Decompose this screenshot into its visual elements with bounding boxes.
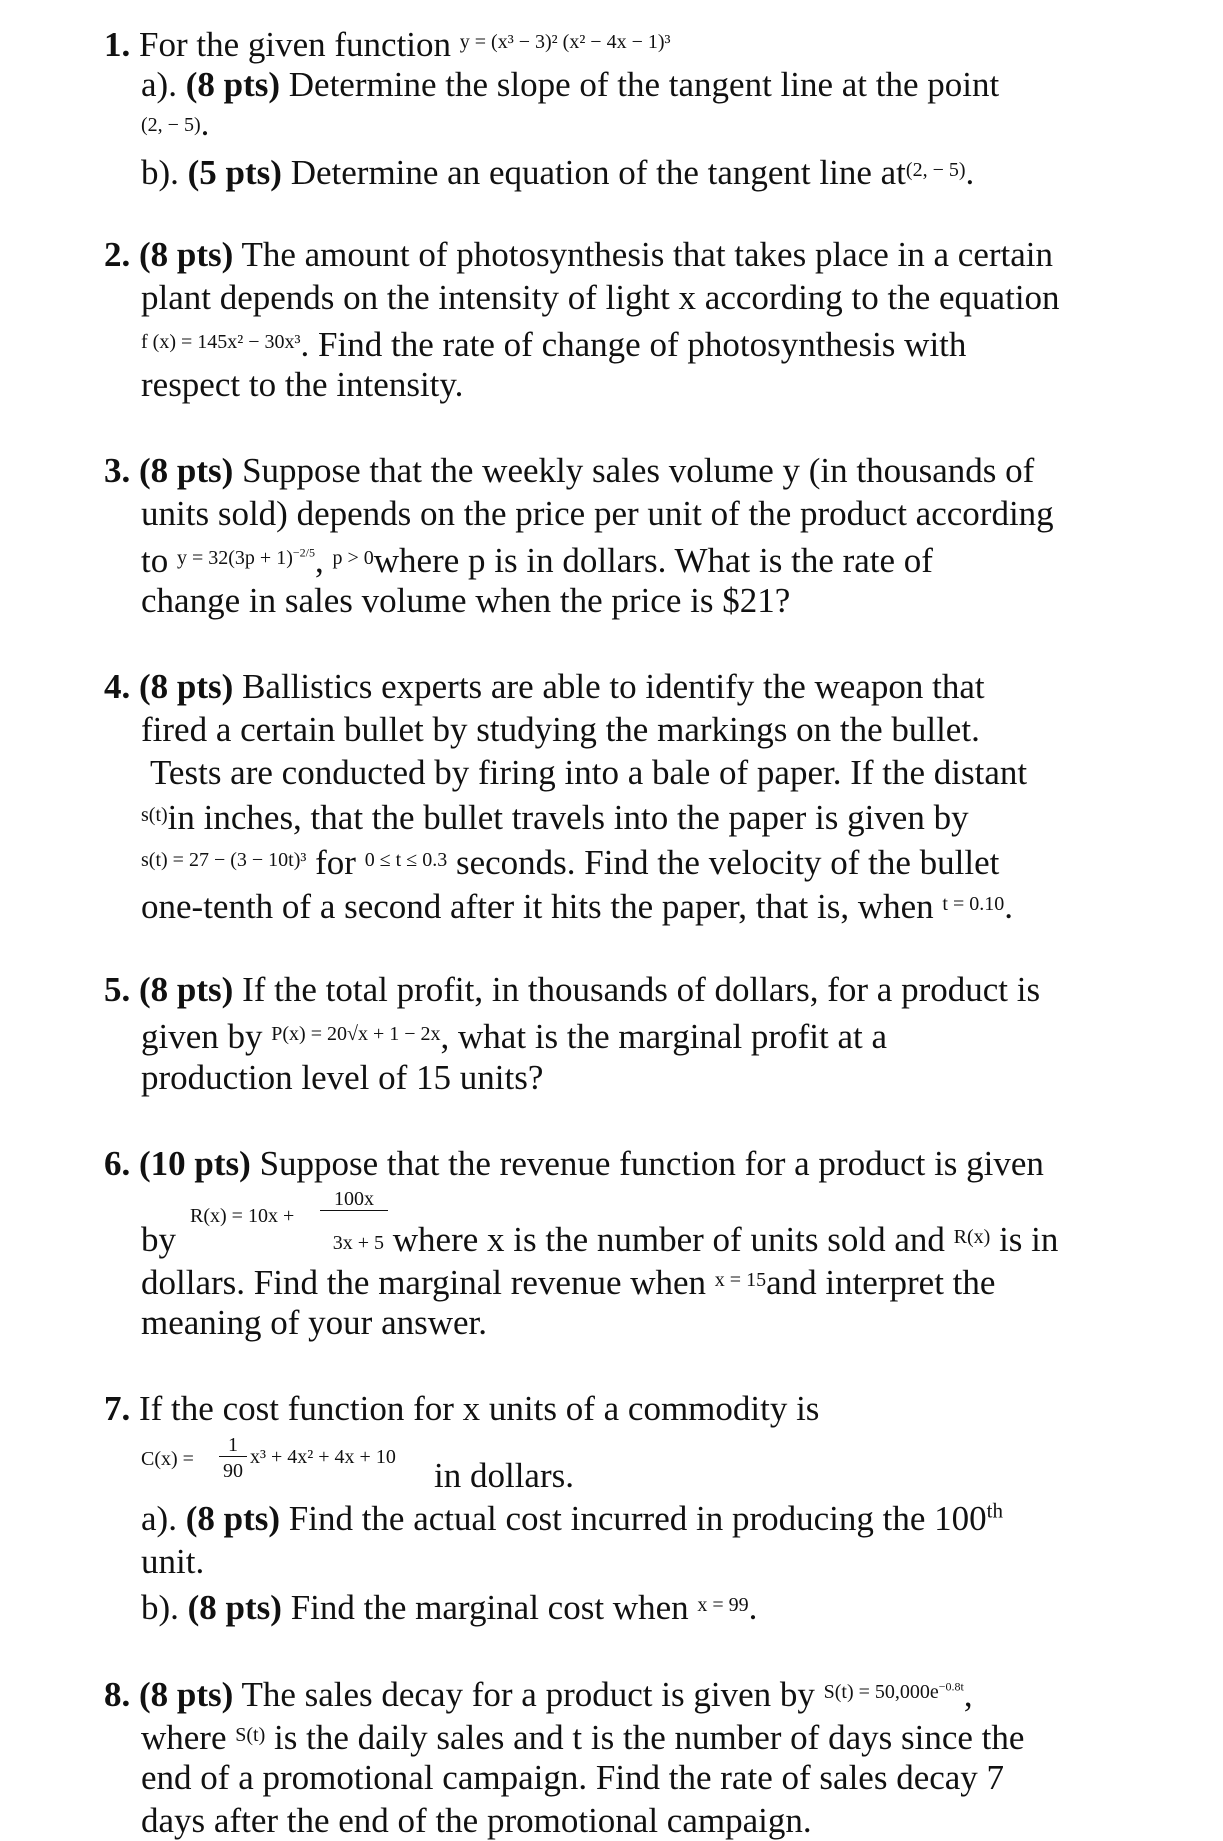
- problem-5-line-1: [104, 970, 1040, 1010]
- domain-condition: p > 0: [332, 547, 374, 569]
- problem-text: units sold) depends on the price per unit of the product according: [141, 494, 1054, 533]
- function-expression: y = (x³ − 3)² (x² − 4x − 1)³: [459, 31, 671, 53]
- problem-2-line-1: [104, 235, 1053, 275]
- points-label: (10 pts): [139, 1144, 251, 1183]
- problem-text: seconds. Find the velocity of the bullet: [455, 843, 1000, 882]
- problem-text: The amount of photosynthesis that takes place in a certain: [241, 235, 1053, 274]
- problem-6-line-1: [104, 1144, 1044, 1184]
- sales-symbol: S(t): [235, 1724, 266, 1746]
- problem-1a: [141, 65, 999, 105]
- punct: .: [200, 104, 210, 143]
- part-text: unit.: [141, 1542, 205, 1581]
- problem-text: plant depends on the intensity of light x according to the equation: [141, 278, 1060, 317]
- problem-text: end of a promotional campaign. Find the rate of sales decay 7: [141, 1758, 1005, 1797]
- problem-number: 2.: [104, 235, 131, 274]
- punct: .: [1004, 887, 1013, 926]
- problem-text: If the total profit, in thousands of dollars, for a product is: [242, 970, 1041, 1009]
- problem-number: 3.: [104, 451, 131, 490]
- problem-6-line-3: [141, 1260, 995, 1303]
- problem-4-line-4: [141, 795, 969, 838]
- problem-text: fired a certain bullet by studying the markings on the bullet.: [141, 710, 980, 749]
- problem-7-unit-text: in dollars.: [434, 1456, 574, 1495]
- points-label: (8 pts): [185, 1499, 281, 1538]
- points-label: (8 pts): [139, 451, 234, 490]
- cost-denominator: 90: [223, 1460, 243, 1482]
- problem-text: to: [141, 541, 169, 580]
- problem-6-line-2: [141, 1217, 1058, 1263]
- part-label: a).: [141, 1499, 177, 1538]
- x-value: x = 99: [697, 1594, 749, 1616]
- points-label: (8 pts): [185, 65, 281, 104]
- problem-7a: [141, 1499, 1003, 1539]
- points-label: (8 pts): [139, 970, 234, 1009]
- function-expression: $y = 32(3p + 1)^{-2/5}$: [176, 545, 315, 569]
- cost-lhs: C(x) =: [141, 1448, 194, 1470]
- revenue-denominator: 3x + 5: [332, 1232, 385, 1254]
- problem-8-line-4: [141, 1801, 812, 1841]
- problem-text: respect to the intensity.: [141, 365, 464, 404]
- part-label: a).: [141, 65, 177, 104]
- part-label: b).: [141, 1588, 179, 1627]
- problem-2-line-4: [141, 365, 463, 405]
- problem-number: 4.: [104, 667, 131, 706]
- problem-text: The sales decay for a product is given by: [241, 1675, 815, 1714]
- problem-text: for: [315, 843, 356, 882]
- problem-1b: [141, 150, 974, 193]
- problem-number: 8.: [104, 1675, 131, 1714]
- problem-8-line-2: [141, 1715, 1024, 1758]
- problem-text: by: [141, 1220, 176, 1259]
- points-label: (8 pts): [139, 1675, 234, 1714]
- problem-text: Tests are conducted by firing into a bale of paper. If the distant: [150, 753, 1028, 792]
- problem-8-line-1: 8. (8 pts) The sales decay for a product is given by $S(t) = 50,000e^{-0.8t}$,: [104, 1672, 973, 1715]
- problem-8-line-3: [141, 1758, 1004, 1798]
- domain-condition: 0 ≤ t ≤ 0.3: [364, 849, 448, 871]
- problem-text: one-tenth of a second after it hits the paper, that is, when: [141, 887, 934, 926]
- problem-5-line-3: [141, 1058, 543, 1098]
- problem-text: meaning of your answer.: [141, 1303, 488, 1342]
- problem-3-line-4: [141, 581, 790, 621]
- points-label: (8 pts): [139, 667, 234, 706]
- time-value: t = 0.10: [942, 893, 1005, 915]
- problem-number: 7.: [104, 1389, 131, 1428]
- problem-text: Suppose that the weekly sales volume y (in thousands of: [242, 451, 1035, 490]
- part-label: b).: [141, 153, 179, 192]
- problem-text: , what is the marginal profit at a: [440, 1017, 887, 1056]
- x-value: x = 15: [714, 1269, 767, 1291]
- problem-text: is the daily sales and t is the number of days since the: [274, 1718, 1025, 1757]
- problem-text: days after the end of the promotional campaign.: [141, 1801, 812, 1840]
- problem-4-line-1: [104, 667, 985, 707]
- problem-text: . Find the rate of change of photosynthesis with: [300, 325, 967, 364]
- part-text: Determine an equation of the tangent line at: [290, 153, 906, 192]
- revenue-symbol: R(x): [953, 1226, 991, 1248]
- problem-text: where p is in dollars. What is the rate of: [373, 541, 933, 580]
- function-expression: P(x) = 20√x + 1 − 2x: [271, 1023, 441, 1045]
- function-expression: f (x) = 145x² − 30x³: [141, 331, 301, 353]
- problem-text: For the given function: [139, 25, 452, 64]
- problem-text: Ballistics experts are able to identify the weapon that: [242, 667, 985, 706]
- points-label: (8 pts): [187, 1588, 282, 1627]
- function-expression: s(t) = 27 − (3 − 10t)³: [141, 849, 307, 871]
- problem-4-line-2: [141, 710, 980, 750]
- problem-1-header: [104, 22, 671, 65]
- problem-7-line-1: [104, 1389, 819, 1429]
- problem-2-line-2: [141, 278, 1060, 318]
- problem-6-line-4: [141, 1303, 487, 1343]
- problem-text: change in sales volume when the price is $21?: [141, 581, 791, 620]
- ordinal-suffix: th: [986, 1498, 1003, 1523]
- cost-numerator: 1: [219, 1434, 247, 1457]
- revenue-lhs: R(x) = 10x +: [190, 1205, 295, 1227]
- function-expression: $S(t) = 50,000e^{-0.8t}$: [823, 1679, 964, 1703]
- problem-text: dollars. Find the marginal revenue when: [141, 1263, 707, 1302]
- problem-number: 6.: [104, 1144, 131, 1183]
- problem-2-line-3: [141, 322, 966, 365]
- problem-text: Suppose that the revenue function for a product is given: [259, 1144, 1044, 1183]
- distance-symbol: s(t): [141, 804, 168, 826]
- problem-5-line-2: [141, 1014, 887, 1057]
- problem-text: given by: [141, 1017, 263, 1056]
- problem-1a-point: [141, 104, 209, 145]
- part-text: Find the marginal cost when: [290, 1588, 689, 1627]
- problem-3-line-3: to $y = 32(3p + 1)^{-2/5}$, p > 0where p is in dollars. What is the rate of: [141, 538, 933, 581]
- problem-3-line-1: [104, 451, 1034, 491]
- punct: .: [748, 1588, 758, 1627]
- problem-text: in inches, that the bullet travels into the paper is given by: [167, 798, 969, 837]
- points-label: (8 pts): [139, 235, 234, 274]
- points-label: (5 pts): [187, 153, 282, 192]
- punct: .: [965, 153, 975, 192]
- part-text: Find the actual cost incurred in producing the 100: [288, 1499, 987, 1538]
- point-expression: (2, − 5): [905, 159, 966, 181]
- part-text: Determine the slope of the tangent line at the point: [288, 65, 1000, 104]
- problem-7b: [141, 1585, 757, 1628]
- problem-4-line-5: [141, 840, 999, 883]
- problem-text: is in: [999, 1220, 1059, 1259]
- problem-text: If the cost function for x units of a commodity is: [139, 1389, 820, 1428]
- problem-number: 5.: [104, 970, 131, 1009]
- point-expression: (2, − 5): [141, 114, 201, 136]
- problem-number: 1.: [104, 25, 131, 64]
- cost-polynomial: x³ + 4x² + 4x + 10: [250, 1446, 396, 1468]
- problem-text: production level of 15 units?: [141, 1058, 544, 1097]
- problem-4-line-6: [141, 884, 1013, 927]
- problem-7a-cont: [141, 1542, 204, 1582]
- problem-text: where: [141, 1718, 227, 1757]
- problem-4-line-3: [150, 753, 1027, 793]
- problem-3-line-2: [141, 494, 1054, 534]
- revenue-numerator: 100x: [320, 1188, 388, 1211]
- problem-text: and interpret the: [766, 1263, 996, 1302]
- problem-text: where x is the number of units sold and: [392, 1220, 945, 1259]
